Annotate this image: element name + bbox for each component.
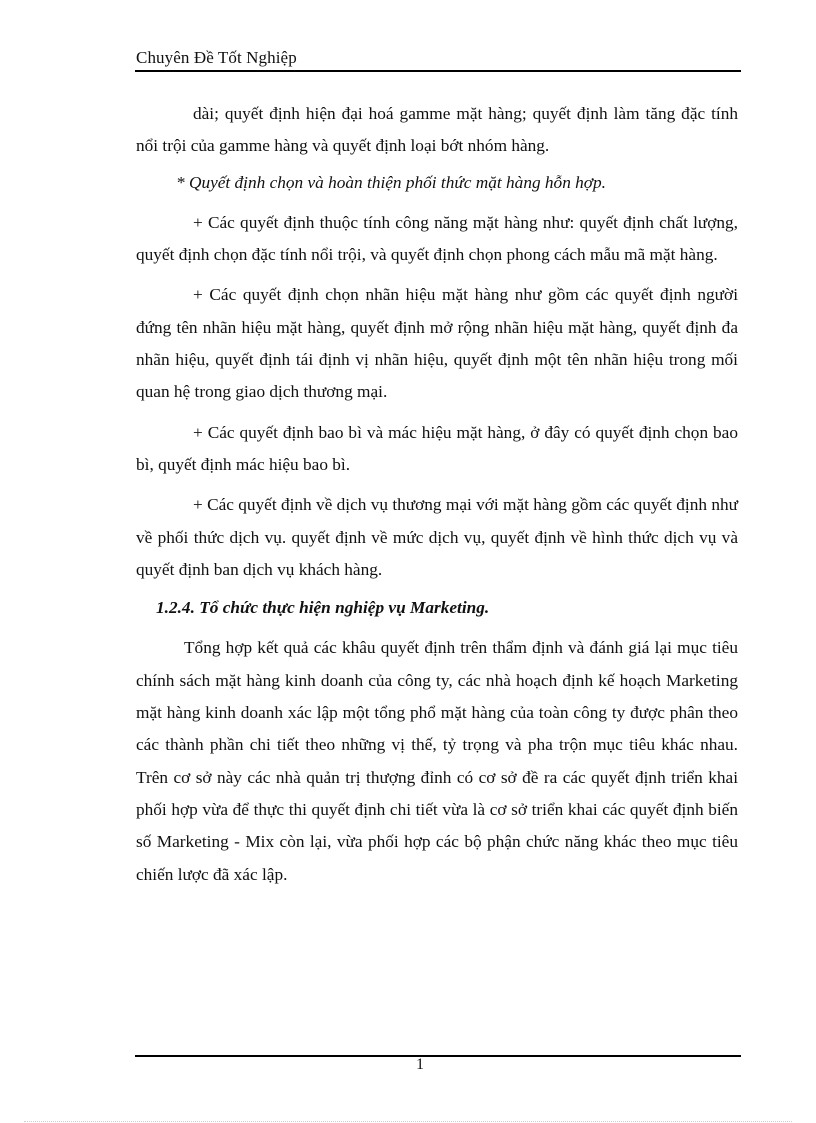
italic-subheading: * Quyết định chọn và hoàn thiện phối thức mặt hàng hỗn hợp. bbox=[176, 172, 606, 192]
header-divider bbox=[135, 70, 741, 72]
page-bottom-dotted-border bbox=[24, 1121, 792, 1122]
paragraph-service-decisions: + Các quyết định về dịch vụ thương mại với mặt hàng gồm các quyết định như về phối thức dịch vụ. quyết định về mức dịch vụ, quyết định về hình thức dịch vụ và quyết định ban dịch vụ khách hàng. bbox=[136, 495, 738, 579]
paragraph-brand-decisions: + Các quyết định chọn nhãn hiệu mặt hàng như gồm các quyết định người đứng tên nhãn hiệu mặt hàng, quyết định mở rộng nhãn hiệu mặt hàng, quyết định đa nhãn hiệu, quyết định tái định vị nhãn hiệu, quyết định một tên nhãn hiệu trong mối quan hệ trong giao dịch thương mại. bbox=[136, 285, 738, 402]
paragraph-product-attributes: + Các quyết định thuộc tính công năng mặt hàng như: quyết định chất lượng, quyết định chọn đặc tính nổi trội, và quyết định chọn phong cách mẫu mã mặt hàng. bbox=[136, 212, 738, 265]
page-number: 1 bbox=[416, 1056, 424, 1073]
paragraph-gamme-decisions: dài; quyết định hiện đại hoá gamme mặt hàng; quyết định làm tăng đặc tính nổi trội của gamme hàng và quyết định loại bớt nhóm hàng. bbox=[136, 104, 738, 156]
paragraph-packaging-decisions: + Các quyết định bao bì và mác hiệu mặt hàng, ở đây có quyết định chọn bao bì, quyết định mác hiệu bao bì. bbox=[136, 422, 738, 474]
document-body bbox=[136, 98, 738, 891]
section-heading: 1.2.4. Tổ chức thực hiện nghiệp vụ Marketing. bbox=[156, 598, 490, 618]
paragraph-marketing-implementation: Tổng hợp kết quả các khâu quyết định trên thẩm định và đánh giá lại mục tiêu chính sách mặt hàng kinh doanh của công ty, các nhà hoạch định kế hoạch Marketing mặt hàng kinh doanh xác lập một tổng phổ mặt hàng của toàn công ty được phân theo các thành phần chi tiết theo những vị thế, tỷ trọng và pha trộn mục tiêu khác nhau. Trên cơ sở này các nhà quản trị thượng đỉnh có cơ sở đề ra các quyết định triển khai phối hợp vừa để thực thi quyết định chi tiết vừa là cơ sở triển khai các quyết định biến số Marketing - Mix còn lại, vừa phối hợp các bộ phận chức năng khác theo mục tiêu chiến lược đã xác lập. bbox=[136, 638, 738, 884]
page-header-title: Chuyên Đề Tốt Nghiệp bbox=[136, 48, 297, 67]
